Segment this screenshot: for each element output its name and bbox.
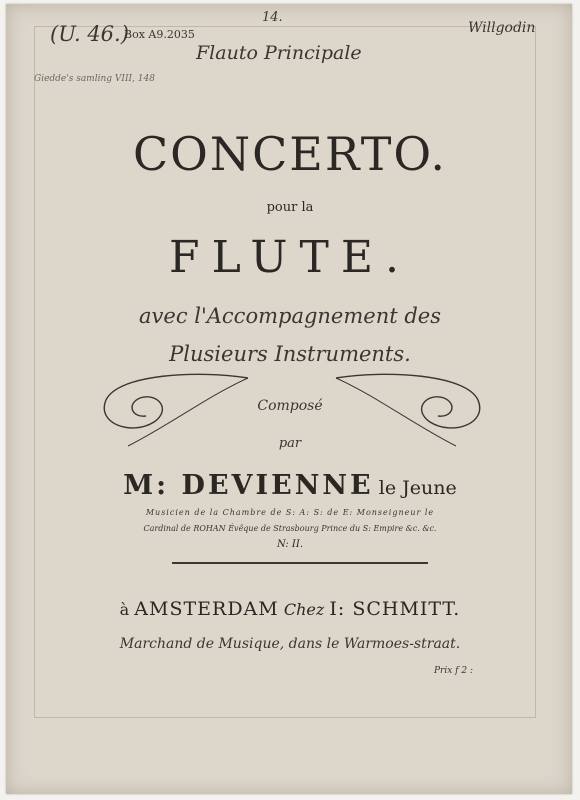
- price: Prix f 2 :: [434, 666, 473, 676]
- imprint-a: à: [119, 600, 130, 619]
- title-concerto: CONCERTO.: [132, 127, 448, 181]
- par-line: par: [278, 436, 302, 451]
- credit-line-1: Musicien de la Chambre de S: A: S: de E: Monseigneur le: [145, 508, 435, 517]
- imprint-city: AMSTERDAM: [134, 598, 279, 620]
- accompaniment-line-2: Plusieurs Instruments.: [169, 342, 411, 366]
- accompaniment-line-1: avec l'Accompagnement des: [139, 304, 441, 328]
- title-flute: FLUTE.: [169, 232, 411, 283]
- credit-line-2: Cardinal de ROHAN Évêque de Strasbourg Prince du S: Empire &c. &c.: [143, 524, 437, 533]
- composer-name: M: DEVIENNE: [123, 470, 374, 501]
- signature-annotation: Willgodin: [468, 20, 536, 36]
- imprint-line-1: [0, 598, 580, 620]
- title-rule: [172, 562, 428, 564]
- folio-annotation: 14.: [262, 10, 283, 25]
- box-number-annotation: Box A9.2035: [124, 28, 195, 41]
- imprint-publisher: I: SCHMITT.: [329, 598, 461, 620]
- imprint-chez: Chez: [283, 600, 325, 619]
- composer-suffix: le Jeune: [378, 477, 457, 499]
- composer-line: [0, 470, 580, 501]
- work-number: N: II.: [276, 539, 304, 550]
- part-annotation: Flauto Principale: [196, 42, 362, 64]
- title-pour-la: pour la: [266, 200, 314, 215]
- compose-line: Composé: [257, 398, 323, 414]
- shelfmark-annotation: (U. 46.): [50, 22, 129, 46]
- catalogue-note: Giedde's samling VIII, 148: [34, 74, 155, 84]
- imprint-line-2: Marchand de Musique, dans le Warmoes-straat.: [119, 636, 461, 652]
